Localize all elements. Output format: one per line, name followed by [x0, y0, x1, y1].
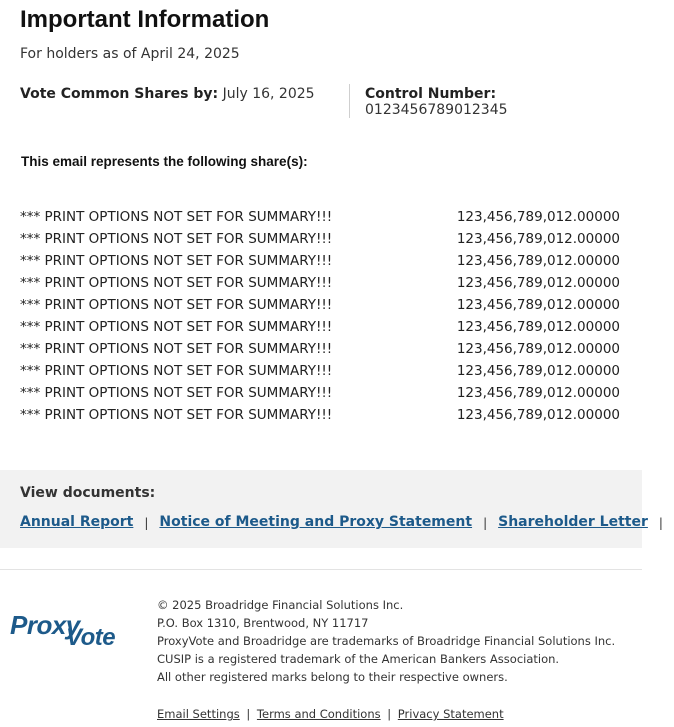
share-name: *** PRINT OPTIONS NOT SET FOR SUMMARY!!!: [20, 319, 333, 335]
copyright-line: © 2025 Broadridge Financial Solutions Inc.: [157, 598, 404, 612]
control-number-label: Control Number:: [365, 86, 497, 102]
vote-deadline-label: Vote Common Shares by:: [20, 86, 219, 102]
proxyvote-logo: [10, 610, 132, 656]
share-row: [20, 206, 620, 228]
legal-text: [157, 596, 615, 686]
share-amount: 123,456,789,012.00000: [456, 297, 620, 313]
share-row: [20, 382, 620, 404]
share-amount: 123,456,789,012.00000: [456, 275, 620, 291]
share-row: [20, 360, 620, 382]
share-row: [20, 228, 620, 250]
share-name: *** PRINT OPTIONS NOT SET FOR SUMMARY!!!: [20, 363, 333, 379]
footer-separator: |: [387, 707, 392, 721]
share-name: *** PRINT OPTIONS NOT SET FOR SUMMARY!!!: [20, 297, 333, 313]
shares-heading: This email represents the following share(s):: [21, 154, 308, 169]
share-amount: 123,456,789,012.00000: [456, 407, 620, 423]
share-row: [20, 294, 620, 316]
page-title: Important Information: [20, 6, 270, 33]
holders-date: For holders as of April 24, 2025: [20, 46, 240, 62]
share-name: *** PRINT OPTIONS NOT SET FOR SUMMARY!!!: [20, 341, 333, 357]
share-row: [20, 338, 620, 360]
email-settings-link[interactable]: Email Settings: [157, 707, 240, 721]
share-name: *** PRINT OPTIONS NOT SET FOR SUMMARY!!!: [20, 275, 333, 291]
share-row: [20, 250, 620, 272]
vertical-divider: [349, 84, 350, 118]
share-list: [20, 206, 620, 426]
proxy-statement-link[interactable]: Notice of Meeting and Proxy Statement: [159, 514, 473, 530]
share-amount: 123,456,789,012.00000: [456, 209, 620, 225]
footer-links: [157, 707, 504, 721]
share-row: [20, 272, 620, 294]
vote-deadline-date: July 16, 2025: [222, 86, 315, 102]
share-amount: 123,456,789,012.00000: [456, 253, 620, 269]
shareholder-letter-link[interactable]: Shareholder Letter: [498, 514, 648, 530]
link-separator: |: [144, 516, 149, 530]
trademark-line: ProxyVote and Broadridge are trademarks of Broadridge Financial Solutions Inc.: [157, 634, 616, 648]
logo-proxy: Proxy: [10, 610, 80, 640]
documents-panel: [0, 470, 663, 548]
control-number-value: 0123456789012345: [365, 102, 508, 118]
footer-divider: [0, 569, 642, 570]
logo-vote: Vote: [66, 624, 116, 651]
annual-report-link[interactable]: Annual Report: [20, 514, 134, 530]
share-row: [20, 316, 620, 338]
share-row: [20, 404, 620, 426]
share-amount: 123,456,789,012.00000: [456, 319, 620, 335]
terms-link[interactable]: Terms and Conditions: [256, 707, 381, 721]
vote-deadline: [20, 86, 315, 102]
other-marks-line: All other registered marks belong to their respective owners.: [157, 670, 508, 684]
share-name: *** PRINT OPTIONS NOT SET FOR SUMMARY!!!: [20, 385, 333, 401]
share-name: *** PRINT OPTIONS NOT SET FOR SUMMARY!!!: [20, 253, 333, 269]
share-amount: 123,456,789,012.00000: [456, 363, 620, 379]
share-amount: 123,456,789,012.00000: [456, 231, 620, 247]
share-name: *** PRINT OPTIONS NOT SET FOR SUMMARY!!!: [20, 209, 333, 225]
share-amount: 123,456,789,012.00000: [456, 341, 620, 357]
share-name: *** PRINT OPTIONS NOT SET FOR SUMMARY!!!: [20, 407, 333, 423]
documents-label: View documents:: [20, 485, 156, 501]
share-amount: 123,456,789,012.00000: [456, 385, 620, 401]
share-name: *** PRINT OPTIONS NOT SET FOR SUMMARY!!!: [20, 231, 333, 247]
link-separator: |: [483, 516, 488, 530]
documents-links: [20, 514, 674, 530]
privacy-link[interactable]: Privacy Statement: [397, 707, 504, 721]
control-number: [365, 86, 642, 118]
footer-separator: |: [246, 707, 251, 721]
address-line: P.O. Box 1310, Brentwood, NY 11717: [157, 616, 369, 630]
link-separator: |: [658, 516, 663, 530]
cusip-line: CUSIP is a registered trademark of the American Bankers Association.: [157, 652, 560, 666]
